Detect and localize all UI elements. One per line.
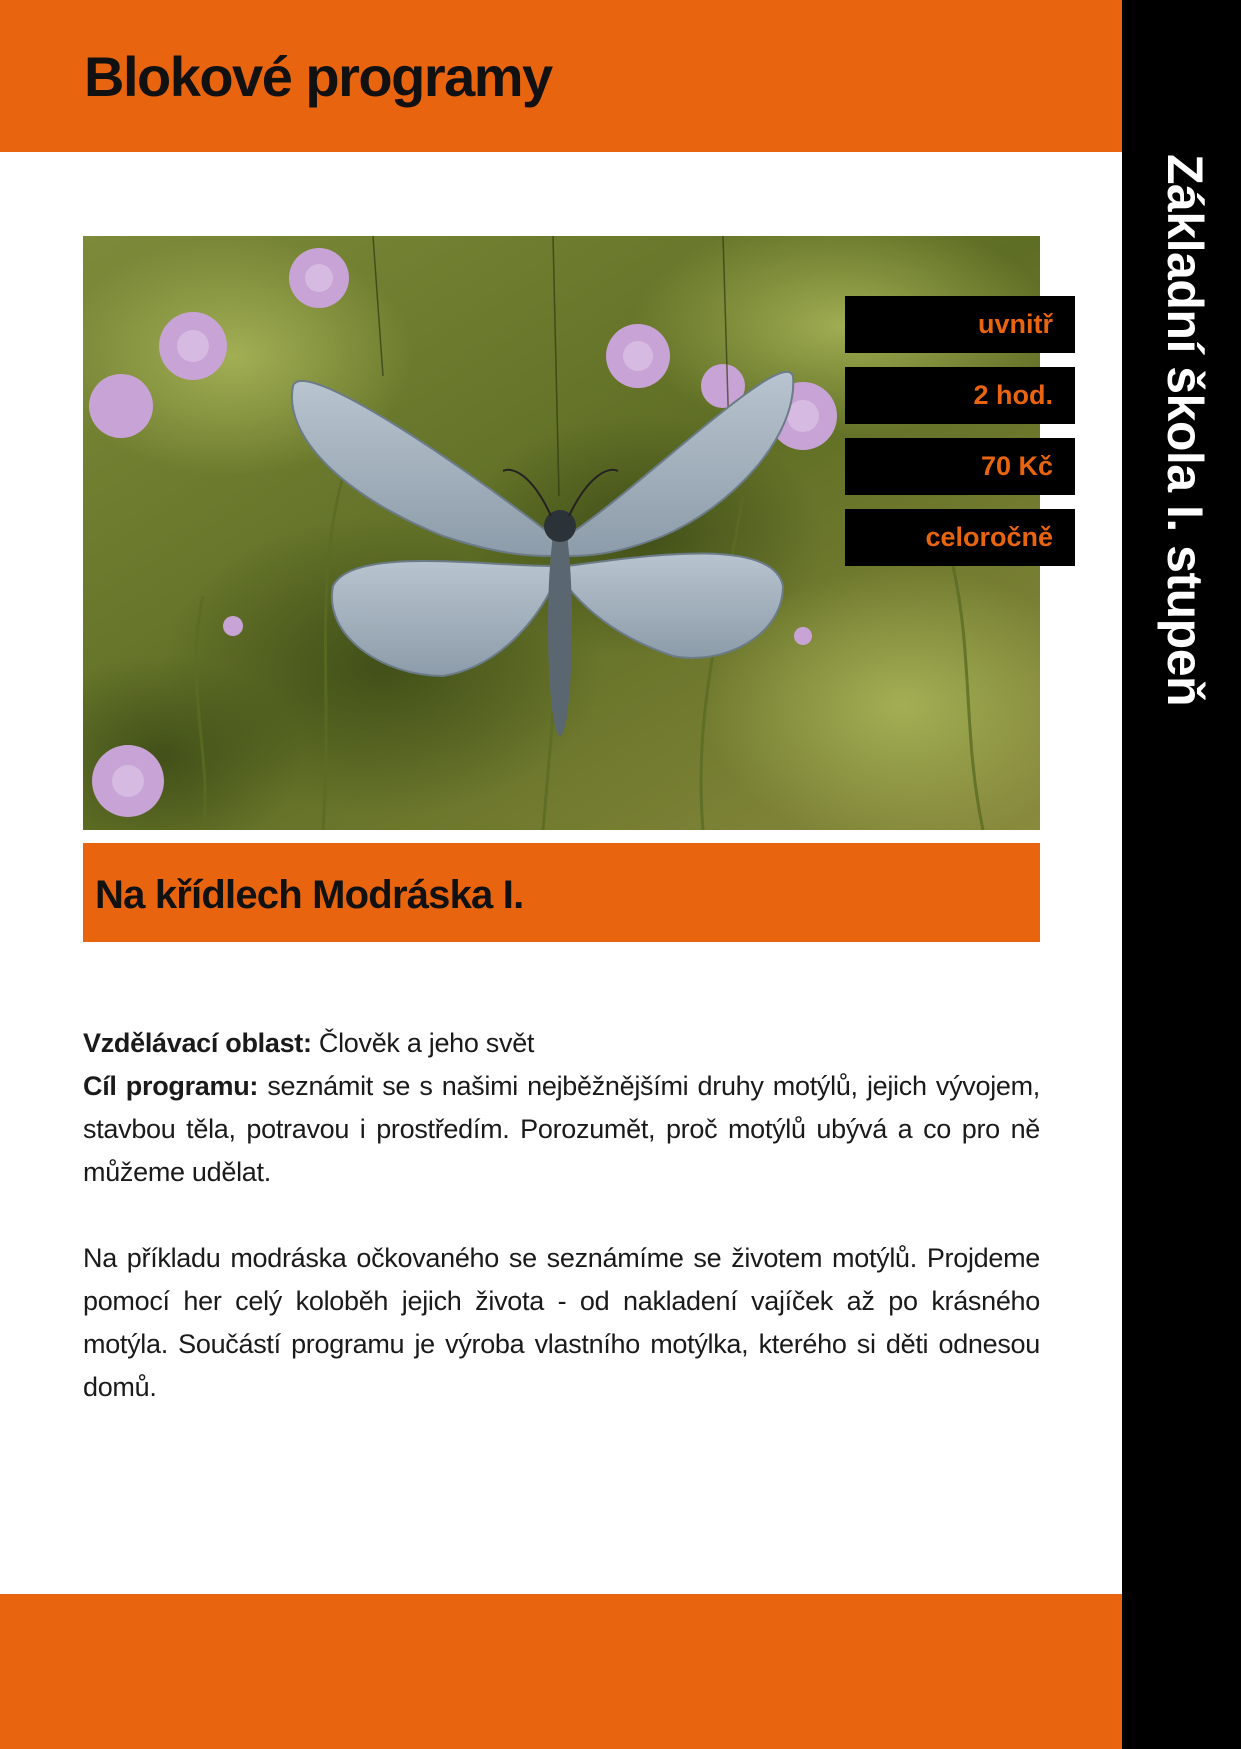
program-title-band (83, 843, 1040, 942)
program-title: Na křídlech Modráska I. (95, 873, 524, 917)
program-content (83, 1022, 1040, 1409)
area-value: Člověk a jeho svět (318, 1028, 535, 1058)
goal-label: Cíl programu: (83, 1071, 259, 1101)
header-bar (0, 0, 1122, 152)
tag-price: 70 Kč (845, 438, 1075, 495)
goal-paragraph (83, 1065, 1040, 1194)
description-paragraph: Na příkladu modráska očkovaného se seznámíme se životem motýlů. Projdeme pomocí her celý koloběh jejich života - od nakladení vajíček až po krásného motýla. Součástí programu je výroba vlastního motýlka, kterého si děti odnesou domů. (83, 1243, 1040, 1402)
tag-location: uvnitř (845, 296, 1075, 353)
side-label: Základní škola I. stupeň (1157, 154, 1213, 707)
goal-value: seznámit se s našimi nejběžnějšími druhy motýlů, jejich vývojem, stavbou těla, potravou i prostředím. Porozumět, proč motýlů ubývá a co pro ně můžeme udělat. (83, 1071, 1041, 1187)
area-line (83, 1022, 1040, 1065)
footer-bar (0, 1594, 1122, 1749)
tag-season: celoročně (845, 509, 1075, 566)
area-label: Vzdělávací oblast: (83, 1028, 312, 1058)
program-tags (845, 296, 1075, 580)
tag-duration: 2 hod. (845, 367, 1075, 424)
page-title: Blokové programy (84, 45, 552, 108)
